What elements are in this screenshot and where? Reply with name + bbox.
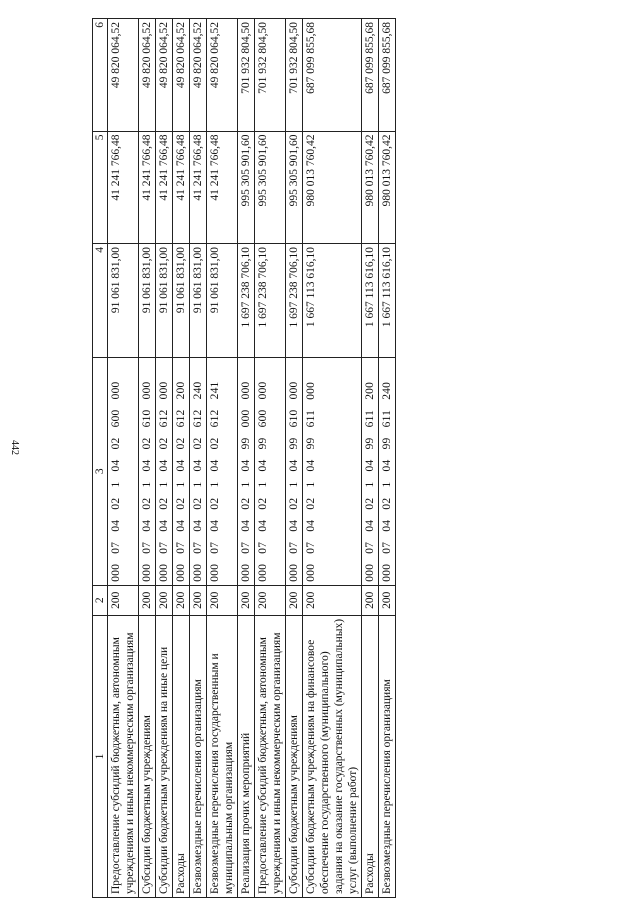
table-row: [255, 19, 286, 898]
page-number: 442: [9, 440, 20, 455]
row-code: 200: [108, 585, 139, 615]
row-name: Субсидии бюджетным учреждениям: [139, 615, 156, 897]
row-name: Субсидии бюджетным учреждениям на иные цели: [156, 615, 173, 897]
row-sum-executed: 980 013 760,42: [362, 131, 379, 243]
row-sum-executed: 41 241 766,48: [156, 131, 173, 243]
row-code: 200: [207, 585, 238, 615]
row-code: 200: [379, 585, 396, 615]
row-sum-remaining: 687 099 855,68: [379, 19, 396, 132]
row-sum-executed: 41 241 766,48: [207, 131, 238, 243]
header-col-3: 3: [93, 357, 108, 585]
row-name: Расходы: [173, 615, 190, 897]
row-sum-remaining: 701 932 804,50: [255, 19, 286, 132]
row-code: 200: [303, 585, 362, 615]
budget-table-sheet: [92, 18, 640, 898]
table-row: [190, 19, 207, 898]
table-row: [303, 19, 362, 898]
row-sum-remaining: 49 820 064,52: [190, 19, 207, 132]
row-name: Расходы: [362, 615, 379, 897]
row-sum-approved: 1 697 238 706,10: [286, 244, 303, 358]
table-row: [207, 19, 238, 898]
row-sum-executed: 41 241 766,48: [173, 131, 190, 243]
row-kbk: 000 07 04 02 1 04 02 610 000: [139, 357, 156, 585]
row-sum-executed: 995 305 901,60: [238, 131, 255, 243]
row-kbk: 000 07 04 02 1 04 02 612 200: [173, 357, 190, 585]
row-name: Безвозмездные перечисления организациям: [379, 615, 396, 897]
row-sum-approved: 1 697 238 706,10: [255, 244, 286, 358]
row-sum-remaining: 49 820 064,52: [108, 19, 139, 132]
row-kbk: 000 07 04 02 1 04 99 600 000: [255, 357, 286, 585]
row-name: Безвозмездные перечисления государственным и муниципальным организациям: [207, 615, 238, 897]
row-sum-executed: 980 013 760,42: [379, 131, 396, 243]
row-code: 200: [286, 585, 303, 615]
row-sum-approved: 1 697 238 706,10: [238, 244, 255, 358]
row-sum-remaining: 687 099 855,68: [362, 19, 379, 132]
row-kbk: 000 07 04 02 1 04 99 611 240: [379, 357, 396, 585]
row-sum-approved: 1 667 113 616,10: [303, 244, 362, 358]
row-sum-remaining: 49 820 064,52: [207, 19, 238, 132]
budget-table: [92, 18, 396, 898]
row-sum-approved: 91 061 831,00: [139, 244, 156, 358]
row-sum-executed: 995 305 901,60: [286, 131, 303, 243]
table-body: [108, 19, 396, 898]
header-col-6: 6: [93, 19, 108, 132]
row-kbk: 000 07 04 02 1 04 99 000 000: [238, 357, 255, 585]
row-name: Субсидии бюджетным учреждениям: [286, 615, 303, 897]
row-sum-approved: 1 667 113 616,10: [379, 244, 396, 358]
row-kbk: 000 07 04 02 1 04 02 600 000: [108, 357, 139, 585]
row-name: Безвозмездные перечисления организациям: [190, 615, 207, 897]
row-sum-approved: 91 061 831,00: [173, 244, 190, 358]
table-row: [238, 19, 255, 898]
row-sum-approved: 91 061 831,00: [207, 244, 238, 358]
header-col-4: 4: [93, 244, 108, 358]
row-kbk: 000 07 04 02 1 04 99 611 000: [303, 357, 362, 585]
row-sum-approved: 1 667 113 616,10: [362, 244, 379, 358]
row-kbk: 000 07 04 02 1 04 99 610 000: [286, 357, 303, 585]
row-name: Субсидии бюджетным учреждениям на финансовое обеспечение государственного (муниципального) задания на оказание государственных (муниципальных) услуг (выполнение работ): [303, 615, 362, 897]
row-name: Предоставление субсидий бюджетным, автономным учреждениям и иным некоммерческим организациям: [255, 615, 286, 897]
row-sum-executed: 41 241 766,48: [139, 131, 156, 243]
table-row: [286, 19, 303, 898]
row-sum-approved: 91 061 831,00: [156, 244, 173, 358]
row-sum-remaining: 49 820 064,52: [139, 19, 156, 132]
row-sum-remaining: 687 099 855,68: [303, 19, 362, 132]
row-kbk: 000 07 04 02 1 04 02 612 000: [156, 357, 173, 585]
row-sum-remaining: 701 932 804,50: [286, 19, 303, 132]
row-code: 200: [255, 585, 286, 615]
table-row: [173, 19, 190, 898]
row-sum-executed: 41 241 766,48: [108, 131, 139, 243]
row-code: 200: [238, 585, 255, 615]
row-name: Реализация прочих мероприятий: [238, 615, 255, 897]
row-sum-executed: 995 305 901,60: [255, 131, 286, 243]
row-kbk: 000 07 04 02 1 04 02 612 240: [190, 357, 207, 585]
row-sum-approved: 91 061 831,00: [108, 244, 139, 358]
header-row: [93, 19, 108, 898]
table-row: [139, 19, 156, 898]
row-kbk: 000 07 04 02 1 04 02 612 241: [207, 357, 238, 585]
table-row: [362, 19, 379, 898]
table-row: [108, 19, 139, 898]
header-col-2: 2: [93, 585, 108, 615]
row-name: Предоставление субсидий бюджетным, автономным учреждениям и иным некоммерческим организациям: [108, 615, 139, 897]
row-code: 200: [173, 585, 190, 615]
row-code: 200: [190, 585, 207, 615]
header-col-5: 5: [93, 131, 108, 243]
header-col-1: 1: [93, 615, 108, 897]
row-code: 200: [156, 585, 173, 615]
row-sum-executed: 980 013 760,42: [303, 131, 362, 243]
row-sum-approved: 91 061 831,00: [190, 244, 207, 358]
row-sum-remaining: 49 820 064,52: [156, 19, 173, 132]
row-code: 200: [362, 585, 379, 615]
table-row: [379, 19, 396, 898]
row-sum-remaining: 701 932 804,50: [238, 19, 255, 132]
row-sum-executed: 41 241 766,48: [190, 131, 207, 243]
row-sum-remaining: 49 820 064,52: [173, 19, 190, 132]
row-kbk: 000 07 04 02 1 04 99 611 200: [362, 357, 379, 585]
row-code: 200: [139, 585, 156, 615]
table-row: [156, 19, 173, 898]
